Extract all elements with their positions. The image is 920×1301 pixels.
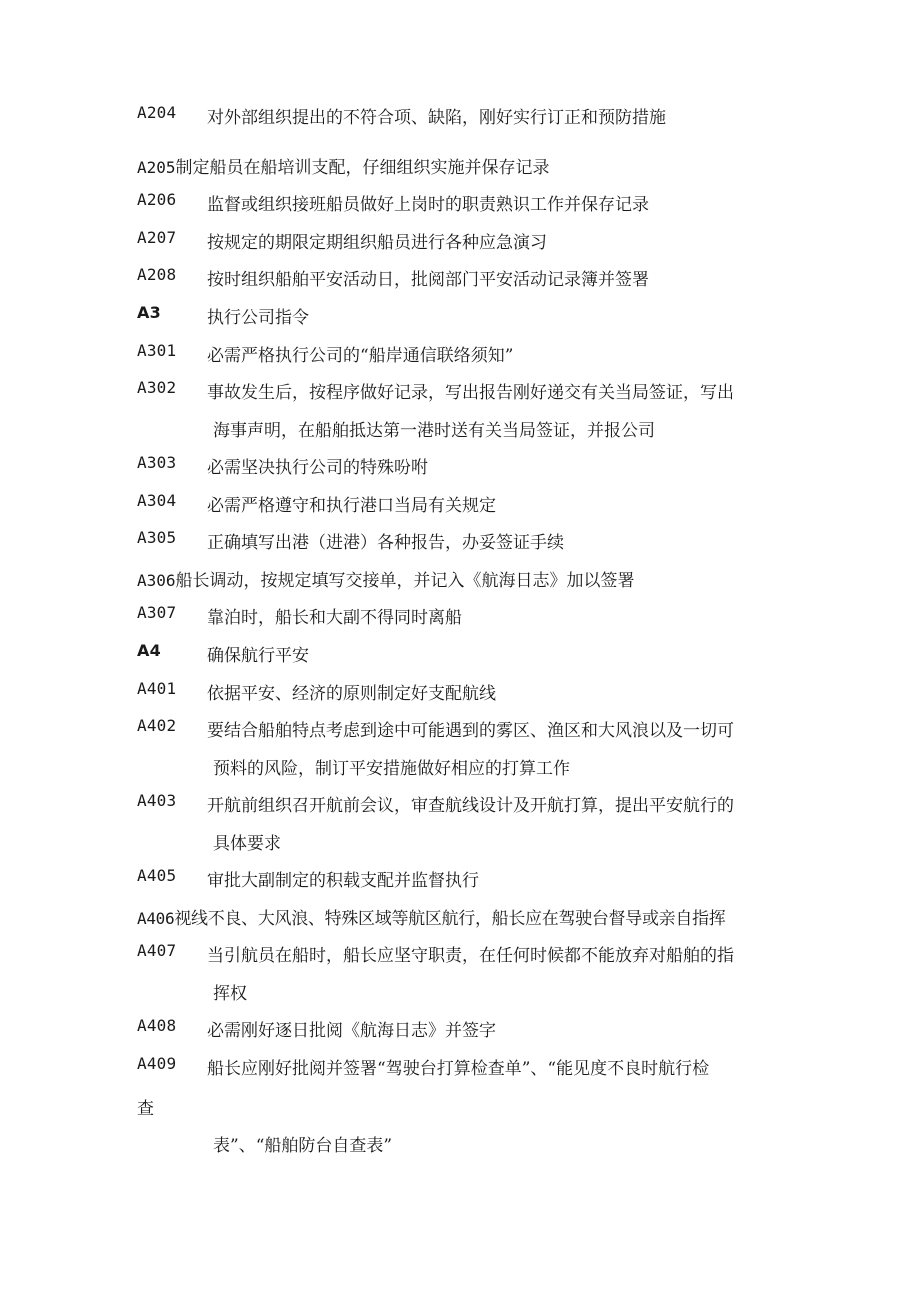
- clause-text: 正确填写出港（进港）各种报告，办妥签证手续: [207, 533, 564, 553]
- clause-line: [137, 153, 550, 178]
- section-title: 执行公司指令: [207, 308, 309, 328]
- clause-code: A408: [137, 1016, 177, 1035]
- clause-text: 视线不良、大风浪、特殊区域等航区航行，船长应在驾驶台督导或亲自指挥: [174, 909, 726, 929]
- clause-text: 依据平安、经济的原则制定好支配航线: [207, 684, 496, 704]
- clause-code: A303: [137, 453, 177, 472]
- clause-code: A307: [137, 603, 177, 622]
- clause-text-continuation-2: 表”、“船舶防台自查表”: [213, 1136, 393, 1156]
- section-title: 确保航行平安: [207, 646, 309, 666]
- clause-text: 靠泊时，船长和大副不得同时离船: [207, 608, 462, 628]
- clause-text: 按规定的期限定期组织船员进行各种应急演习: [207, 233, 547, 253]
- clause-code: A305: [137, 528, 177, 547]
- clause-text: 按时组织船舶平安活动日，批阅部门平安活动记录簿并签署: [207, 270, 649, 290]
- clause-code: A403: [137, 791, 177, 810]
- clause-code: A302: [137, 378, 177, 397]
- clause-text: 必需坚决执行公司的特殊吩咐: [207, 458, 428, 478]
- section-code: A3: [137, 303, 161, 322]
- clause-line: [137, 566, 635, 591]
- clause-text: 监督或组织接班船员做好上岗时的职责熟识工作并保存记录: [207, 195, 649, 215]
- clause-text: 船长调动，按规定填写交接单，并记入《航海日志》加以签署: [175, 571, 635, 591]
- clause-text: 要结合船舶特点考虑到途中可能遇到的雾区、渔区和大风浪以及一切可: [207, 721, 734, 741]
- clause-text: 开航前组织召开航前会议，审查航线设计及开航打算，提出平安航行的: [207, 796, 734, 816]
- clause-text: 对外部组织提出的不符合项、缺陷，刚好实行订正和预防措施: [207, 108, 666, 128]
- clause-text: 当引航员在船时，船长应坚守职责，在任何时候都不能放弃对船舶的指: [207, 946, 734, 966]
- clause-text-continuation: 海事声明，在船舶抵达第一港时送有关当局签证，并报公司: [213, 421, 655, 441]
- clause-text: 审批大副制定的积载支配并监督执行: [207, 871, 479, 891]
- clause-code: A401: [137, 679, 177, 698]
- clause-code: A306: [137, 571, 176, 590]
- section-code: A4: [137, 641, 161, 660]
- clause-code: A207: [137, 228, 177, 247]
- clause-text: 船长应刚好批阅并签署“驾驶台打算检查单”、“能见度不良时航行检: [207, 1059, 710, 1079]
- clause-code: A407: [137, 941, 177, 960]
- clause-text: 制定船员在船培训支配，仔细组织实施并保存记录: [175, 158, 550, 178]
- clause-code: A204: [137, 103, 177, 122]
- clause-text-continuation: 挥权: [213, 984, 247, 1004]
- clause-code: A304: [137, 491, 177, 510]
- clause-line: [137, 904, 725, 929]
- clause-code: A406: [137, 909, 175, 928]
- clause-text: 必需严格遵守和执行港口当局有关规定: [207, 496, 496, 516]
- clause-code: A205: [137, 158, 176, 177]
- clause-text: 必需严格执行公司的“船岸通信联络须知”: [207, 346, 514, 366]
- clause-text: 必需刚好逐日批阅《航海日志》并签字: [207, 1021, 496, 1041]
- clause-text: 事故发生后，按程序做好记录，写出报告刚好递交有关当局签证，写出: [207, 383, 734, 403]
- clause-code: A409: [137, 1054, 177, 1073]
- clause-text-continuation: 查: [137, 1099, 154, 1119]
- clause-code: A402: [137, 716, 177, 735]
- clause-code: A301: [137, 341, 177, 360]
- clause-text-continuation: 具体要求: [213, 834, 281, 854]
- clause-code: A208: [137, 265, 177, 284]
- clause-text-continuation: 预料的风险，制订平安措施做好相应的打算工作: [213, 759, 570, 779]
- clause-code: A206: [137, 190, 177, 209]
- clause-code: A405: [137, 866, 177, 885]
